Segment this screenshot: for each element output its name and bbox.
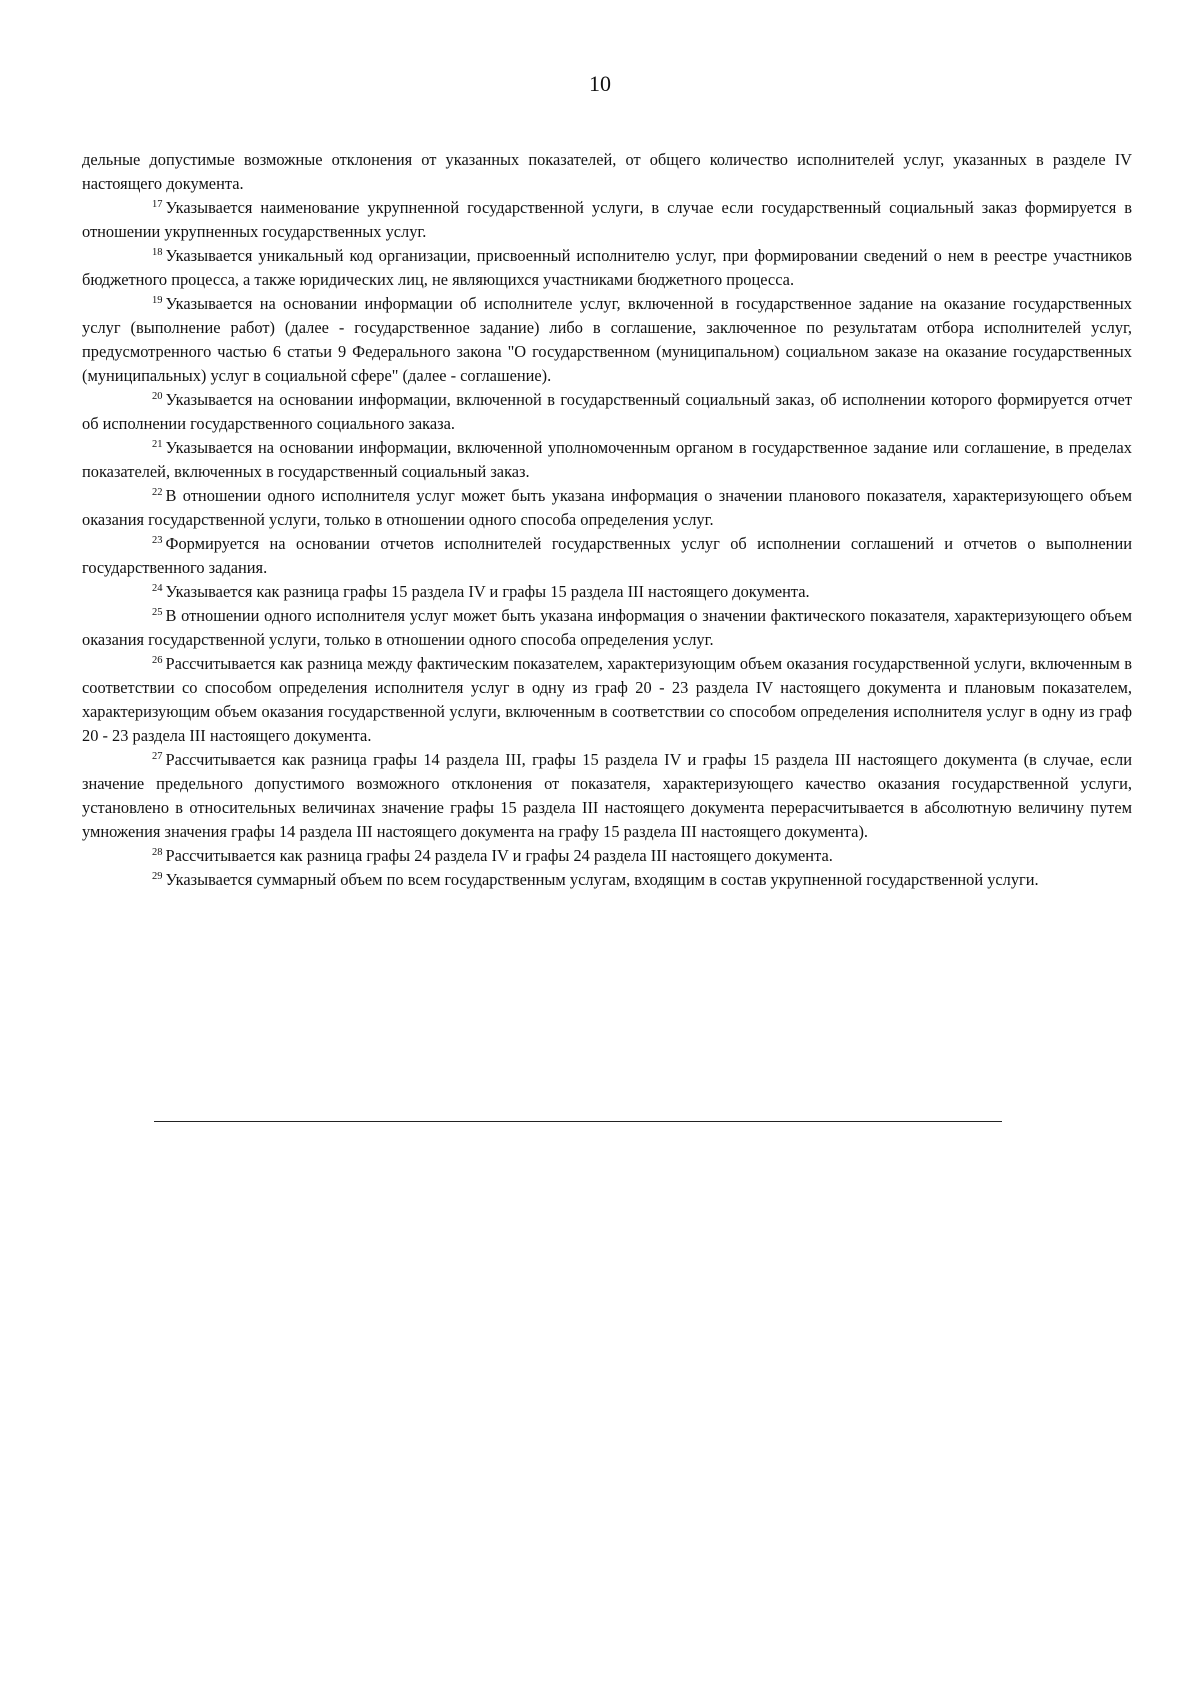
footnote-text: Рассчитывается как разница между фактическим показателем, характеризующим объем оказания государственной услуги, включенным в соответствии со способом определения исполнителя услуг в одну из граф 20 - 23 раздела IV настоящего документа и плановым показателем, характеризующим объем оказания государственной услуги, включенным в соответствии со способом определения исполнителя услуг в одну из граф 20 - 23 раздела III настоящего документа.	[82, 654, 1132, 745]
footnote-marker: 25	[152, 607, 163, 618]
footnote-marker: 19	[152, 295, 163, 306]
footnote-text: Указывается суммарный объем по всем государственным услугам, входящим в состав укрупненной государственной услуги.	[165, 870, 1039, 889]
footnote-marker: 29	[152, 871, 163, 882]
footnote-text: Указывается на основании информации об исполнителе услуг, включенной в государственное задание на оказание государственных услуг (выполнение работ) (далее - государственное задание) либо в соглашение, заключенное по результатам отбора исполнителей услуг, предусмотренного частью 6 статьи 9 Федерального закона "О государственном (муниципальном) социальном заказе на оказание государственных (муниципальных) услуг в социальной сфере" (далее - соглашение).	[82, 294, 1132, 385]
footnote-text: Указывается наименование укрупненной государственной услуги, в случае если государственный социальный заказ формируется в отношении укрупненных государственных услуг.	[82, 198, 1132, 241]
footnote-text: Указывается уникальный код организации, присвоенный исполнителю услуг, при формировании сведений о нем в реестре участников бюджетного процесса, а также юридических лиц, не являющихся участниками бюджетного процесса.	[82, 246, 1132, 289]
footnote-text: дельные допустимые возможные отклонения от указанных показателей, от общего количество исполнителей услуг, указанных в разделе IV настоящего документа.	[82, 150, 1132, 193]
footnote-text: Указывается как разница графы 15 раздела IV и графы 15 раздела III настоящего документа.	[165, 582, 810, 601]
footnote-20	[82, 388, 1132, 436]
footnote-marker: 27	[152, 751, 163, 762]
footnote-28	[82, 844, 1132, 868]
footnote-marker: 18	[152, 247, 163, 258]
footnote-22	[82, 484, 1132, 532]
footnote-marker: 22	[152, 487, 163, 498]
document-end-rule	[154, 1121, 1002, 1122]
footnote-text: Рассчитывается как разница графы 14 раздела III, графы 15 раздела IV и графы 15 раздела III настоящего документа (в случае, если значение предельного допустимого возможного отклонения от показателя, характеризующего качество оказания государственной услуги, установлено в относительных величинах значение графы 15 раздела III настоящего документа перерасчитывается в абсолютную величину путем умножения значения графы 14 раздела III настоящего документа на графу 15 раздела III настоящего документа).	[82, 750, 1132, 841]
footnote-29	[82, 868, 1132, 892]
footnote-text: Указывается на основании информации, включенной уполномоченным органом в государственное задание или соглашение, в пределах показателей, включенных в государственный социальный заказ.	[82, 438, 1132, 481]
footnote-26	[82, 652, 1132, 748]
footnote-18	[82, 244, 1132, 292]
footnote-21	[82, 436, 1132, 484]
footnote-marker: 20	[152, 391, 163, 402]
footnote-marker: 21	[152, 439, 163, 450]
footnote-marker: 17	[152, 199, 163, 210]
footnote-19	[82, 292, 1132, 388]
footnote-24	[82, 580, 1132, 604]
footnote-text: В отношении одного исполнителя услуг может быть указана информация о значении планового показателя, характеризующего объем оказания государственной услуги, только в отношении одного способа определения услуг.	[82, 486, 1132, 529]
page-number: 10	[589, 71, 611, 96]
footnote-text: В отношении одного исполнителя услуг может быть указана информация о значении фактического показателя, характеризующего объем оказания государственной услуги, только в отношении одного способа определения услуг.	[82, 606, 1132, 649]
footnote-marker: 26	[152, 655, 163, 666]
footnote-continuation	[82, 148, 1132, 196]
footnote-17	[82, 196, 1132, 244]
footnote-marker: 23	[152, 535, 163, 546]
footnote-text: Указывается на основании информации, включенной в государственный социальный заказ, об исполнении которого формируется отчет об исполнении государственного социального заказа.	[82, 390, 1132, 433]
footnote-marker: 24	[152, 583, 163, 594]
footnote-marker: 28	[152, 847, 163, 858]
footnotes-block	[82, 148, 1132, 892]
footnote-text: Формируется на основании отчетов исполнителей государственных услуг об исполнении соглашений и отчетов о выполнении государственного задания.	[82, 534, 1132, 577]
footnote-27	[82, 748, 1132, 844]
footnote-23	[82, 532, 1132, 580]
footnote-text: Рассчитывается как разница графы 24 раздела IV и графы 24 раздела III настоящего документа.	[165, 846, 833, 865]
footnote-25	[82, 604, 1132, 652]
